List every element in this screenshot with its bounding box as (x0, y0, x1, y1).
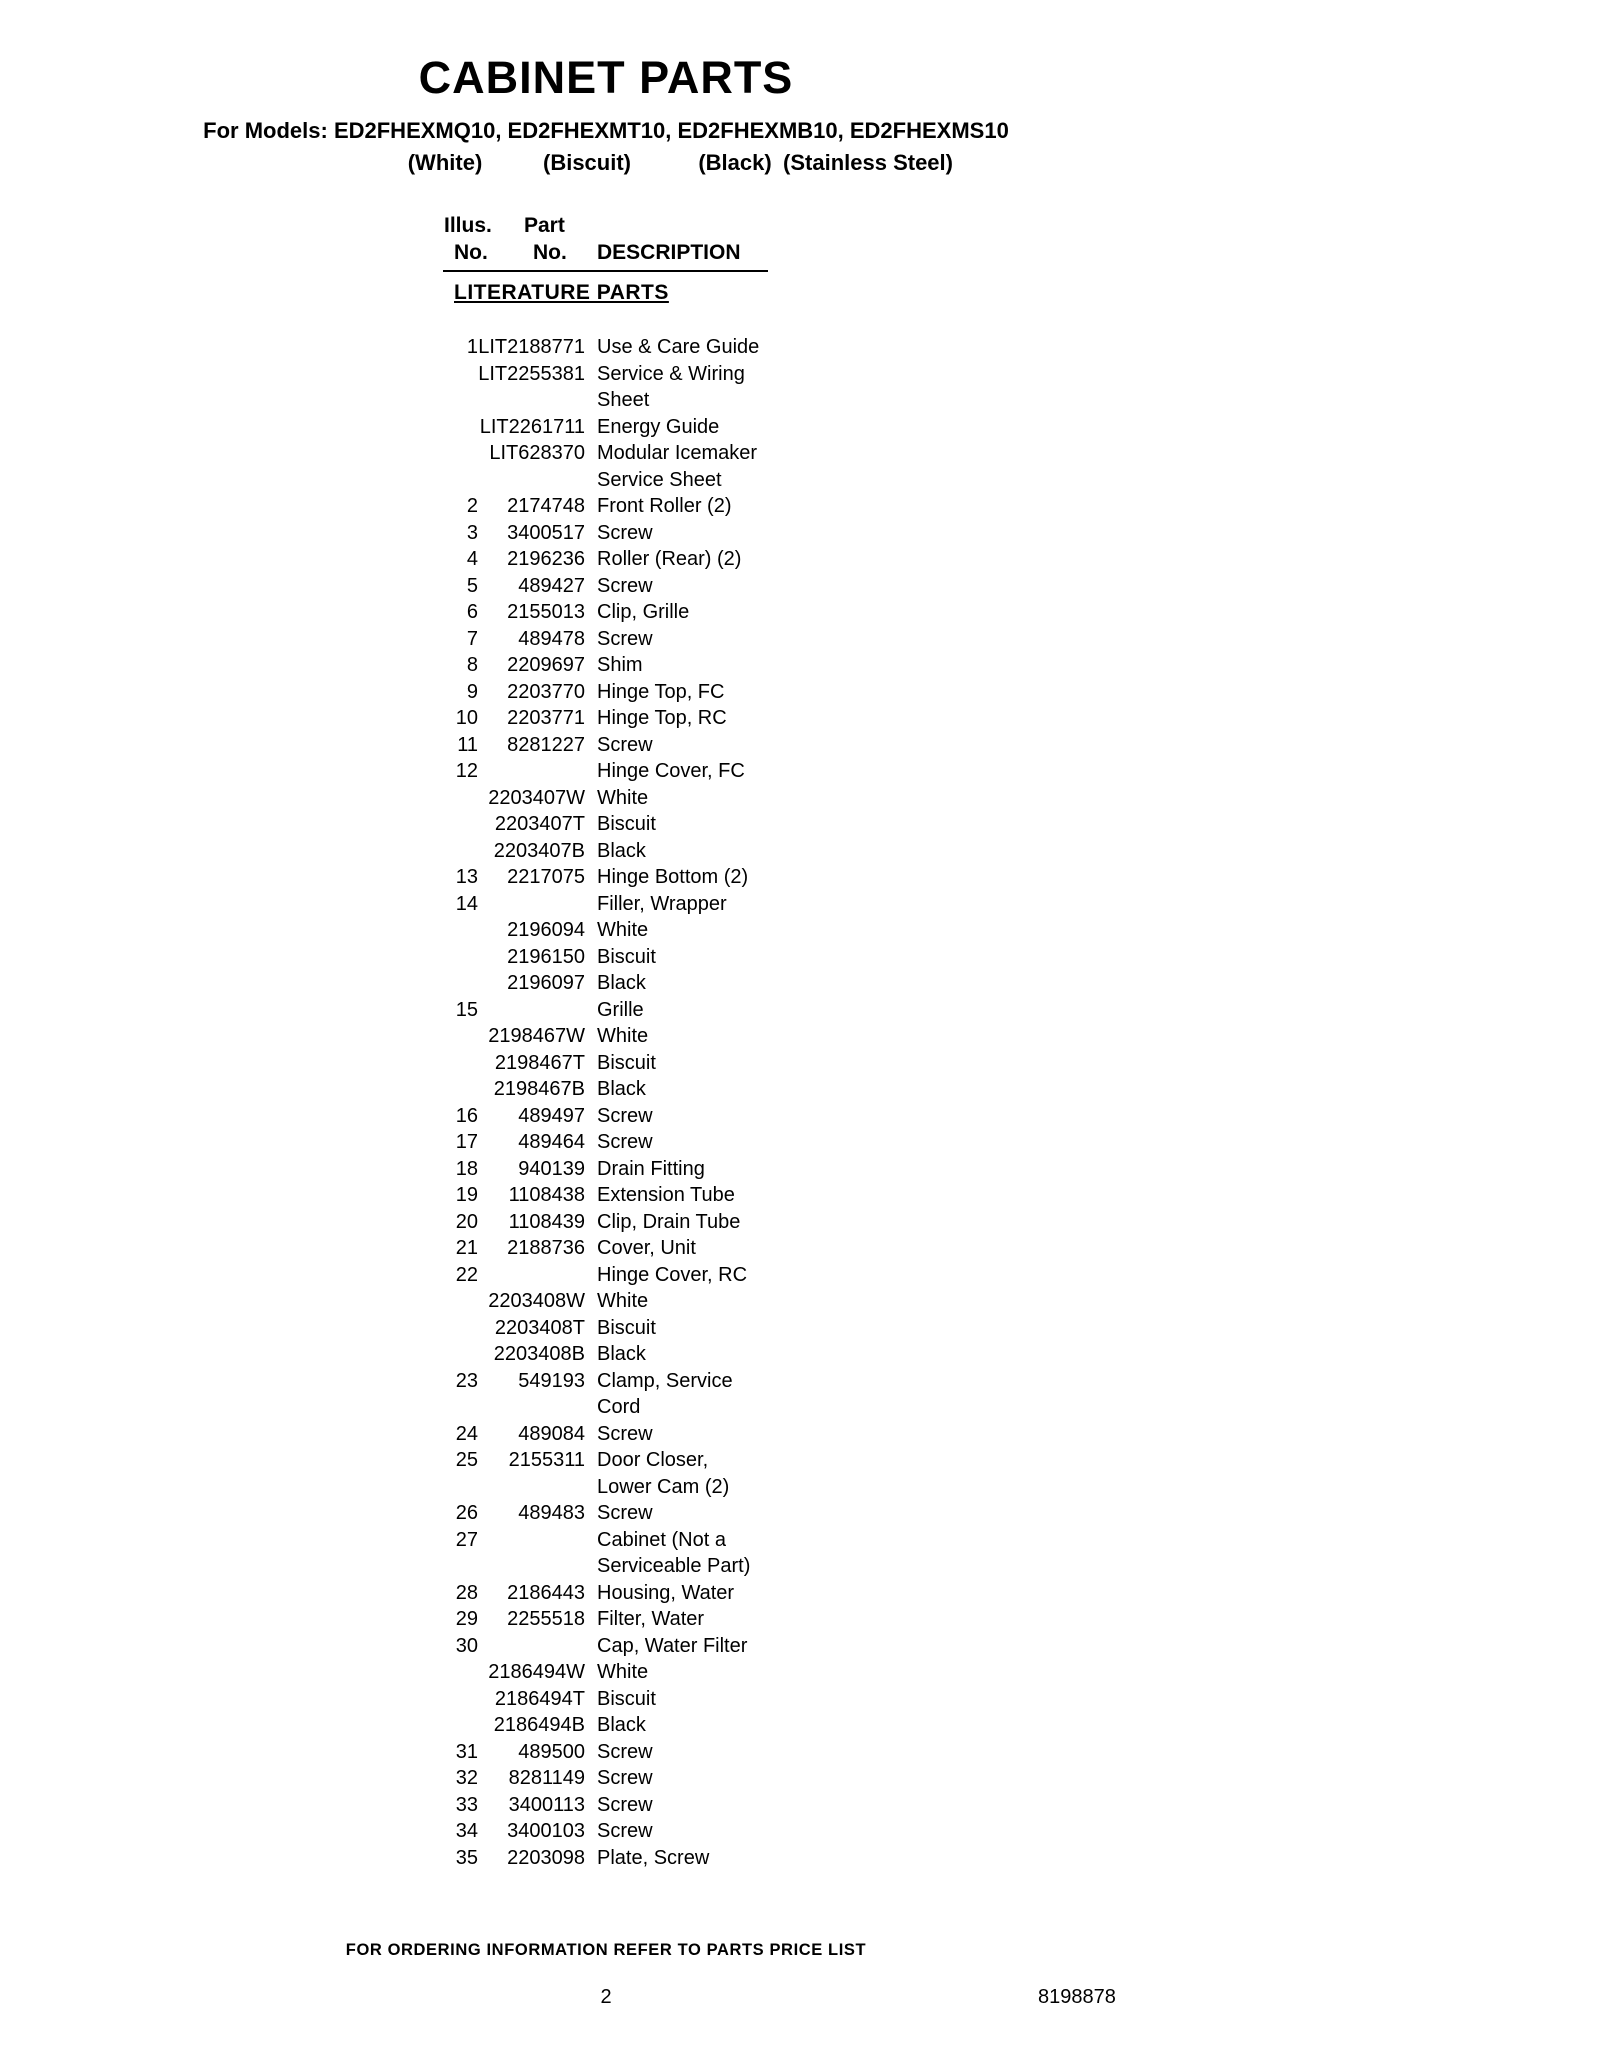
color-label-white: (White) (407, 150, 483, 175)
table-row (443, 1686, 803, 1713)
table-row (443, 1845, 803, 1872)
part-no-cell: 2203408W (488, 1290, 585, 1312)
description-cell (597, 440, 757, 493)
part-no-cell: 3400113 (508, 1793, 585, 1816)
description-cell (597, 1527, 750, 1580)
description-line: Screw (597, 627, 653, 650)
description-line: White (597, 1025, 649, 1047)
table-row (443, 440, 803, 493)
part-no-cell: 549193 (518, 1369, 585, 1392)
description-line: Hinge Cover, FC (597, 760, 745, 782)
illus-no-cell: 28 (455, 1581, 478, 1604)
part-no-cell: 2174748 (507, 495, 585, 517)
description-line: Drain Fitting (597, 1157, 705, 1180)
part-no-cell: 2203098 (507, 1846, 585, 1869)
description-cell (597, 758, 745, 785)
table-row (443, 1368, 803, 1421)
table-row (443, 1156, 803, 1183)
table-row (443, 732, 803, 759)
table-row (443, 838, 803, 865)
description-cell (597, 626, 653, 653)
illus-no-cell: 13 (455, 866, 478, 888)
part-no-cell: LIT628370 (489, 442, 585, 464)
table-row (443, 758, 803, 785)
table-row (443, 997, 803, 1024)
description-line: Screw (597, 733, 653, 756)
description-cell (597, 1845, 709, 1872)
description-cell (597, 1050, 656, 1077)
part-no-cell: 8281227 (507, 733, 585, 756)
description-cell (597, 997, 644, 1024)
part-no-cell: 2217075 (507, 866, 585, 888)
description-line: Front Roller (2) (597, 495, 732, 517)
description-cell (597, 917, 648, 944)
table-row (443, 970, 803, 997)
part-no-cell: 2203407T (494, 813, 585, 835)
description-line: Screw (597, 521, 653, 544)
description-cell (597, 1023, 648, 1050)
description-cell (597, 1421, 653, 1448)
illus-no-cell: 1 (466, 336, 478, 358)
part-no-cell: 3400103 (507, 1820, 585, 1842)
description-line: Energy Guide (597, 415, 720, 438)
column-header-part: Part (524, 214, 565, 237)
part-no-cell: 940139 (518, 1157, 585, 1180)
description-cell (597, 1739, 653, 1766)
table-row (443, 1341, 803, 1368)
table-row (443, 1447, 803, 1500)
table-row (443, 361, 803, 414)
part-no-cell: 1108438 (508, 1184, 585, 1206)
document-number: 8198878 (1038, 1986, 1116, 2008)
description-cell (597, 944, 656, 971)
description-line: Black (597, 1714, 646, 1736)
table-row (443, 705, 803, 732)
table-row (443, 1527, 803, 1580)
table-row (443, 573, 803, 600)
table-row (443, 1288, 803, 1315)
description-line: Black (597, 839, 646, 862)
part-no-cell: 489483 (518, 1502, 585, 1524)
table-header (443, 212, 803, 266)
illus-no-cell: 8 (466, 654, 478, 676)
parts-rows (443, 334, 803, 1871)
description-line: Screw (597, 1820, 653, 1842)
illus-no-cell: 34 (455, 1820, 478, 1842)
description-line: Biscuit (597, 813, 656, 835)
table-row (443, 1182, 803, 1209)
table-row (443, 1818, 803, 1845)
table-row (443, 1792, 803, 1819)
description-line: Cabinet (Not a (597, 1528, 726, 1551)
column-header-illus: Illus. (444, 214, 492, 237)
table-row (443, 1103, 803, 1130)
illus-no-cell: 31 (455, 1740, 478, 1763)
models-line: For Models: ED2FHEXMQ10, ED2FHEXMT10, ED2FHEXMB10, ED2FHEXMS10 (203, 118, 1009, 143)
description-cell (597, 599, 689, 626)
description-line: Screw (597, 1793, 653, 1816)
part-no-cell: 2203407B (493, 839, 585, 862)
part-no-cell: 489464 (518, 1131, 585, 1153)
description-cell (597, 1209, 740, 1236)
description-line: White (597, 786, 649, 809)
illus-no-cell: 21 (455, 1237, 478, 1259)
description-cell (597, 1341, 646, 1368)
description-line: Filter, Water (597, 1608, 705, 1630)
table-row (443, 864, 803, 891)
part-no-cell: LIT2188771 (478, 336, 585, 358)
column-header-illus-no: No. (454, 241, 488, 264)
illus-no-cell: 18 (455, 1157, 478, 1180)
description-line: Biscuit (597, 1687, 656, 1710)
description-line: Black (597, 1078, 646, 1100)
color-label-biscuit: (Biscuit) (543, 150, 631, 175)
page-title: CABINET PARTS (418, 52, 794, 103)
model-colors-line (0, 150, 1212, 180)
description-line: Door Closer, (597, 1449, 709, 1471)
table-row (443, 1315, 803, 1342)
illus-no-cell: 23 (455, 1369, 478, 1392)
part-no-cell: 2196150 (507, 945, 585, 968)
description-cell (597, 361, 745, 414)
table-row (443, 1633, 803, 1660)
illus-no-cell: 15 (455, 998, 478, 1021)
table-row (443, 493, 803, 520)
part-no-cell: 2186443 (507, 1581, 585, 1604)
description-line: Hinge Top, FC (597, 680, 725, 703)
description-line: Biscuit (597, 1316, 656, 1339)
illus-no-cell: 30 (455, 1634, 478, 1657)
table-row (443, 599, 803, 626)
table-row (443, 1209, 803, 1236)
table-row (443, 652, 803, 679)
description-cell (597, 1818, 653, 1845)
description-line: Clamp, Service (597, 1369, 733, 1392)
illus-no-cell: 29 (455, 1608, 478, 1630)
description-cell (597, 1606, 704, 1633)
part-no-cell: 8281149 (508, 1767, 585, 1789)
description-line: Roller (Rear) (2) (597, 548, 742, 570)
description-line: White (597, 1290, 649, 1312)
description-line: Screw (597, 1104, 653, 1127)
description-cell (597, 573, 653, 600)
table-row (443, 1129, 803, 1156)
description-cell (597, 1712, 646, 1739)
description-line: Plate, Screw (597, 1846, 710, 1869)
description-line: Black (597, 972, 646, 994)
header-divider (443, 270, 768, 272)
description-line: Cord (597, 1396, 641, 1418)
description-cell (597, 1500, 653, 1527)
table-row (443, 1023, 803, 1050)
table-row (443, 811, 803, 838)
column-header-description: DESCRIPTION (597, 241, 741, 264)
description-line: Hinge Cover, RC (597, 1263, 748, 1286)
part-no-cell: 2198467W (488, 1025, 585, 1047)
illus-no-cell: 7 (466, 627, 478, 650)
description-cell (597, 1235, 696, 1262)
table-row (443, 785, 803, 812)
description-line: Black (597, 1343, 646, 1365)
description-line: Grille (597, 998, 644, 1021)
table-row (443, 1765, 803, 1792)
part-no-cell: 489427 (518, 574, 585, 597)
description-line: Cover, Unit (597, 1237, 696, 1259)
description-cell (597, 1103, 653, 1130)
description-line: Biscuit (597, 945, 656, 968)
part-no-cell: 1108439 (508, 1210, 585, 1233)
description-cell (597, 1156, 705, 1183)
illus-no-cell: 11 (457, 733, 478, 756)
description-cell (597, 546, 741, 573)
illus-no-cell: 14 (455, 892, 478, 915)
section-title: LITERATURE PARTS (454, 281, 669, 304)
description-cell (597, 811, 656, 838)
part-no-cell: LIT2255381 (478, 362, 585, 385)
table-row (443, 917, 803, 944)
part-no-cell: 2196236 (507, 548, 585, 570)
description-cell (597, 679, 724, 706)
illus-no-cell: 10 (455, 707, 478, 729)
description-line: Serviceable Part) (597, 1555, 751, 1577)
description-cell (597, 1633, 747, 1660)
description-cell (597, 520, 653, 547)
description-cell (597, 1315, 656, 1342)
illus-no-cell: 4 (466, 548, 478, 570)
part-no-cell: 2203771 (507, 707, 585, 729)
illus-no-cell: 5 (466, 574, 478, 597)
illus-no-cell: 20 (455, 1210, 478, 1233)
illus-no-cell: 19 (455, 1184, 478, 1206)
description-line: Biscuit (597, 1051, 656, 1074)
description-line: Clip, Drain Tube (597, 1210, 741, 1233)
description-line: Service Sheet (597, 468, 722, 491)
description-line: Lower Cam (2) (597, 1475, 730, 1498)
illus-no-cell: 33 (455, 1793, 478, 1816)
table-row (443, 1262, 803, 1289)
description-cell (597, 1792, 653, 1819)
illus-no-cell: 2 (466, 495, 478, 517)
part-no-cell: 2186494W (488, 1661, 585, 1683)
description-cell (597, 838, 646, 865)
illus-no-cell: 22 (455, 1263, 478, 1286)
illus-no-cell: 3 (466, 521, 478, 544)
part-no-cell: 489500 (518, 1740, 585, 1763)
description-cell (597, 1076, 646, 1103)
description-line: Screw (597, 1131, 653, 1153)
part-no-cell: 2198467T (494, 1051, 585, 1074)
part-no-cell: 2203770 (507, 680, 585, 703)
table-row (443, 334, 803, 361)
illus-no-cell: 9 (466, 680, 478, 703)
illus-no-cell: 35 (455, 1846, 478, 1869)
description-line: Cap, Water Filter (597, 1634, 748, 1657)
description-line: Sheet (597, 389, 650, 411)
part-no-cell: 3400517 (507, 521, 585, 544)
color-label-stainless: (Stainless Steel) (783, 150, 953, 175)
description-cell (597, 705, 727, 732)
description-line: Housing, Water (597, 1581, 735, 1604)
description-cell (597, 864, 748, 891)
table-row (443, 1659, 803, 1686)
part-no-cell: 489478 (518, 627, 585, 650)
description-line: Use & Care Guide (597, 336, 760, 358)
table-row (443, 679, 803, 706)
description-line: Screw (597, 1740, 653, 1763)
description-line: Screw (597, 1422, 653, 1445)
page-number: 2 (600, 1986, 612, 2008)
part-no-cell: LIT2261711 (479, 415, 585, 438)
table-row (443, 1739, 803, 1766)
part-no-cell: 2203408T (494, 1316, 585, 1339)
description-cell (597, 732, 653, 759)
ordering-note: FOR ORDERING INFORMATION REFER TO PARTS PRICE LIST (345, 1941, 867, 1959)
description-line: White (597, 919, 649, 941)
part-no-cell: 2196094 (507, 919, 585, 941)
illus-no-cell: 12 (455, 760, 478, 782)
table-row (443, 1500, 803, 1527)
parts-table (443, 212, 803, 1871)
part-no-cell: 2198467B (493, 1078, 585, 1100)
color-label-black: (Black) (698, 150, 772, 175)
part-no-cell: 2196097 (507, 972, 585, 994)
part-no-cell: 2188736 (507, 1237, 585, 1259)
illus-no-cell: 17 (455, 1131, 478, 1153)
table-row (443, 414, 803, 441)
illus-no-cell: 16 (455, 1104, 478, 1127)
part-no-cell: 2203407W (488, 786, 585, 809)
part-no-cell: 2255518 (507, 1608, 585, 1630)
description-cell (597, 1659, 648, 1686)
description-cell (597, 1580, 734, 1607)
description-line: Hinge Top, RC (597, 707, 727, 729)
description-line: Screw (597, 1502, 653, 1524)
description-line: Filler, Wrapper (597, 892, 727, 915)
part-no-cell: 489497 (518, 1104, 585, 1127)
table-row (443, 546, 803, 573)
part-no-cell: 2155311 (508, 1449, 585, 1471)
description-line: Service & Wiring (597, 362, 745, 385)
table-row (443, 520, 803, 547)
part-no-cell: 2186494B (493, 1714, 585, 1736)
description-line: Screw (597, 574, 653, 597)
description-cell (597, 1447, 729, 1500)
table-row (443, 1050, 803, 1077)
description-cell (597, 1182, 735, 1209)
table-row (443, 891, 803, 918)
illus-no-cell: 24 (455, 1422, 478, 1445)
description-cell (597, 891, 727, 918)
illus-no-cell: 32 (455, 1767, 478, 1789)
table-row (443, 626, 803, 653)
part-no-cell: 2209697 (507, 654, 585, 676)
description-cell (597, 334, 759, 361)
description-line: Modular Icemaker (597, 442, 758, 464)
table-row (443, 1606, 803, 1633)
illus-no-cell: 6 (466, 601, 478, 623)
description-cell (597, 1765, 653, 1792)
part-no-cell: 489084 (518, 1422, 585, 1445)
part-no-cell: 2155013 (507, 601, 585, 623)
illus-no-cell: 27 (455, 1528, 478, 1551)
illus-no-cell: 25 (455, 1449, 478, 1471)
description-cell (597, 1262, 747, 1289)
description-line: Extension Tube (597, 1184, 735, 1206)
table-row (443, 1235, 803, 1262)
description-cell (597, 1686, 656, 1713)
description-cell (597, 1288, 648, 1315)
illus-no-cell: 26 (455, 1502, 478, 1524)
description-cell (597, 970, 646, 997)
table-row (443, 1076, 803, 1103)
description-cell (597, 1129, 653, 1156)
table-row (443, 1421, 803, 1448)
description-line: Hinge Bottom (2) (597, 866, 749, 888)
table-row (443, 1712, 803, 1739)
description-cell (597, 1368, 733, 1421)
table-row (443, 1580, 803, 1607)
description-line: Clip, Grille (597, 601, 690, 623)
description-cell (597, 785, 648, 812)
column-header-part-no: No. (533, 241, 567, 264)
part-no-cell: 2203408B (493, 1343, 585, 1365)
part-no-cell: 2186494T (494, 1687, 585, 1710)
description-cell (597, 493, 731, 520)
description-cell (597, 414, 719, 441)
table-row (443, 944, 803, 971)
description-line: Screw (597, 1767, 653, 1789)
description-cell (597, 652, 643, 679)
description-line: White (597, 1661, 649, 1683)
description-line: Shim (597, 654, 643, 676)
